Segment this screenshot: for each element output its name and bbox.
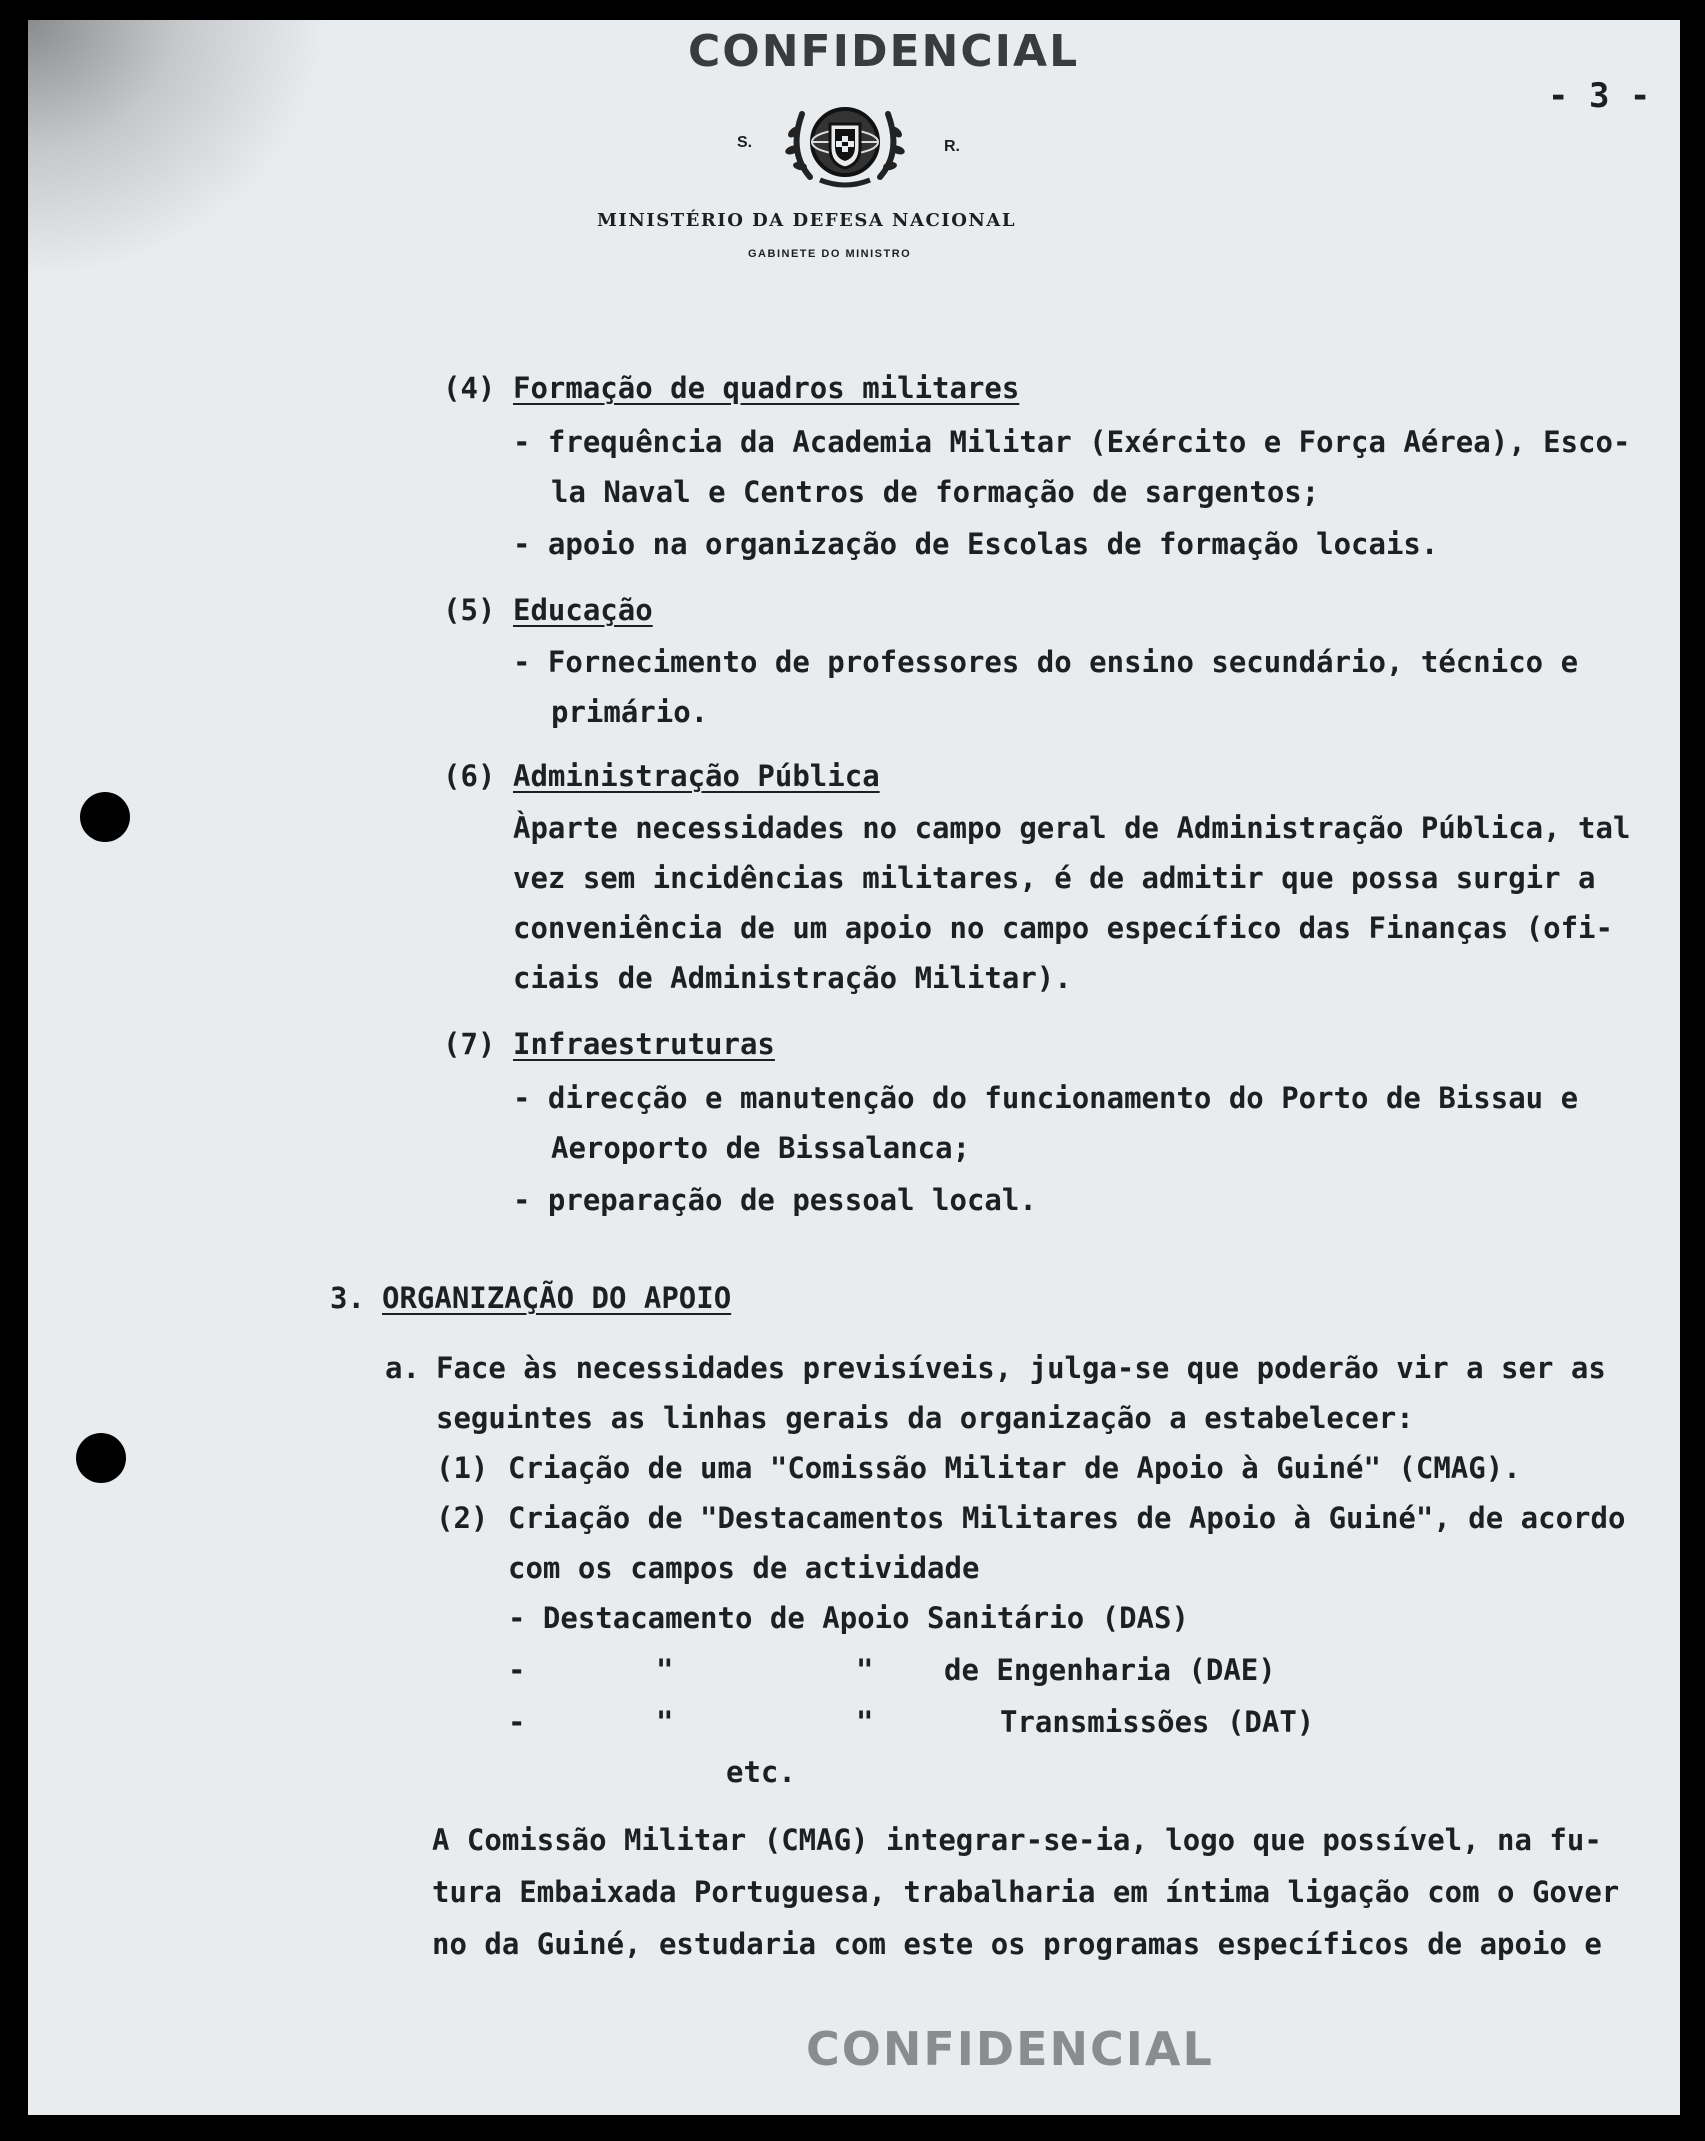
ditto-mark: ": [656, 1705, 674, 1739]
confidential-stamp-bottom: CONFIDENCIAL: [806, 2022, 1214, 2076]
subsection-a-label: a.: [385, 1351, 420, 1385]
subsection-a-line: Face às necessidades previsíveis, julga-se que poderão vir a ser as: [436, 1351, 1606, 1385]
item-6-line: Àparte necessidades no campo geral de Administração Pública, tal: [513, 811, 1631, 845]
paragraph-line: no da Guiné, estudaria com este os programas específicos de apoio e: [432, 1927, 1602, 1961]
detachment-dash: -: [508, 1705, 526, 1739]
item-7-title: Infraestruturas: [513, 1027, 775, 1061]
sr-right: R.: [944, 138, 960, 155]
document-page: [28, 20, 1680, 2115]
detachment-dash: -: [508, 1653, 526, 1687]
item-7-line: - preparação de pessoal local.: [513, 1183, 1037, 1217]
point-1-text: Criação de uma "Comissão Militar de Apoio à Guiné" (CMAG).: [508, 1451, 1521, 1485]
office-subheading: GABINETE DO MINISTRO: [748, 248, 912, 260]
item-6-line: conveniência de um apoio no campo específico das Finanças (ofi-: [513, 911, 1613, 945]
item-5-number: (5): [443, 593, 496, 627]
item-5-line: - Fornecimento de professores do ensino secundário, técnico e: [513, 645, 1579, 679]
ditto-mark: ": [856, 1705, 874, 1739]
detachment-line: - Destacamento de Apoio Sanitário (DAS): [508, 1601, 1189, 1635]
item-7-number: (7): [443, 1027, 496, 1061]
punch-hole-upper: [80, 792, 130, 842]
item-6-line: vez sem incidências militares, é de admitir que possa surgir a: [513, 861, 1596, 895]
item-4-line: - apoio na organização de Escolas de formação locais.: [513, 527, 1439, 561]
item-6-line: ciais de Administração Militar).: [513, 961, 1072, 995]
confidential-stamp-top: CONFIDENCIAL: [688, 26, 1080, 77]
page-scuff: [28, 20, 328, 280]
item-7-line: - direcção e manutenção do funcionamento do Porto de Bissau e: [513, 1081, 1579, 1115]
item-7-line: Aeroporto de Bissalanca;: [551, 1131, 971, 1165]
item-4-line: la Naval e Centros de formação de sargentos;: [551, 475, 1320, 509]
ministry-heading: MINISTÉRIO DA DEFESA NACIONAL: [597, 210, 1016, 231]
item-6-number: (6): [443, 759, 496, 793]
ditto-mark: ": [856, 1653, 874, 1687]
point-2-number: (2): [436, 1501, 489, 1535]
page-number: - 3 -: [1548, 76, 1651, 116]
sr-left: S.: [737, 134, 753, 151]
item-4-title: Formação de quadros militares: [513, 371, 1020, 405]
point-2-line: Criação de "Destacamentos Militares de Apoio à Guiné", de acordo: [508, 1501, 1626, 1535]
paragraph-line: tura Embaixada Portuguesa, trabalharia em íntima ligação com o Gover: [432, 1875, 1620, 1909]
item-5-title: Educação: [513, 593, 653, 627]
subsection-a-line: seguintes as linhas gerais da organização a estabelecer:: [436, 1401, 1414, 1435]
point-2-line: com os campos de actividade: [508, 1551, 980, 1585]
detachment-text: de Engenharia (DAE): [944, 1653, 1276, 1687]
etc-text: etc.: [726, 1755, 796, 1789]
point-1-number: (1): [436, 1451, 489, 1485]
ditto-mark: ": [656, 1653, 674, 1687]
section-3-title: ORGANIZAÇÃO DO APOIO: [382, 1281, 732, 1315]
item-5-line: primário.: [551, 695, 709, 729]
coat-of-arms-icon: [780, 92, 910, 192]
item-6-title: Administração Pública: [513, 759, 880, 793]
section-3-number: 3.: [330, 1281, 365, 1315]
detachment-text: Transmissões (DAT): [1000, 1705, 1315, 1739]
punch-hole-lower: [76, 1433, 126, 1483]
paragraph-line: A Comissão Militar (CMAG) integrar-se-ia, logo que possível, na fu-: [432, 1823, 1602, 1857]
item-4-number: (4): [443, 371, 496, 405]
item-4-line: - frequência da Academia Militar (Exército e Força Aérea), Esco-: [513, 425, 1631, 459]
